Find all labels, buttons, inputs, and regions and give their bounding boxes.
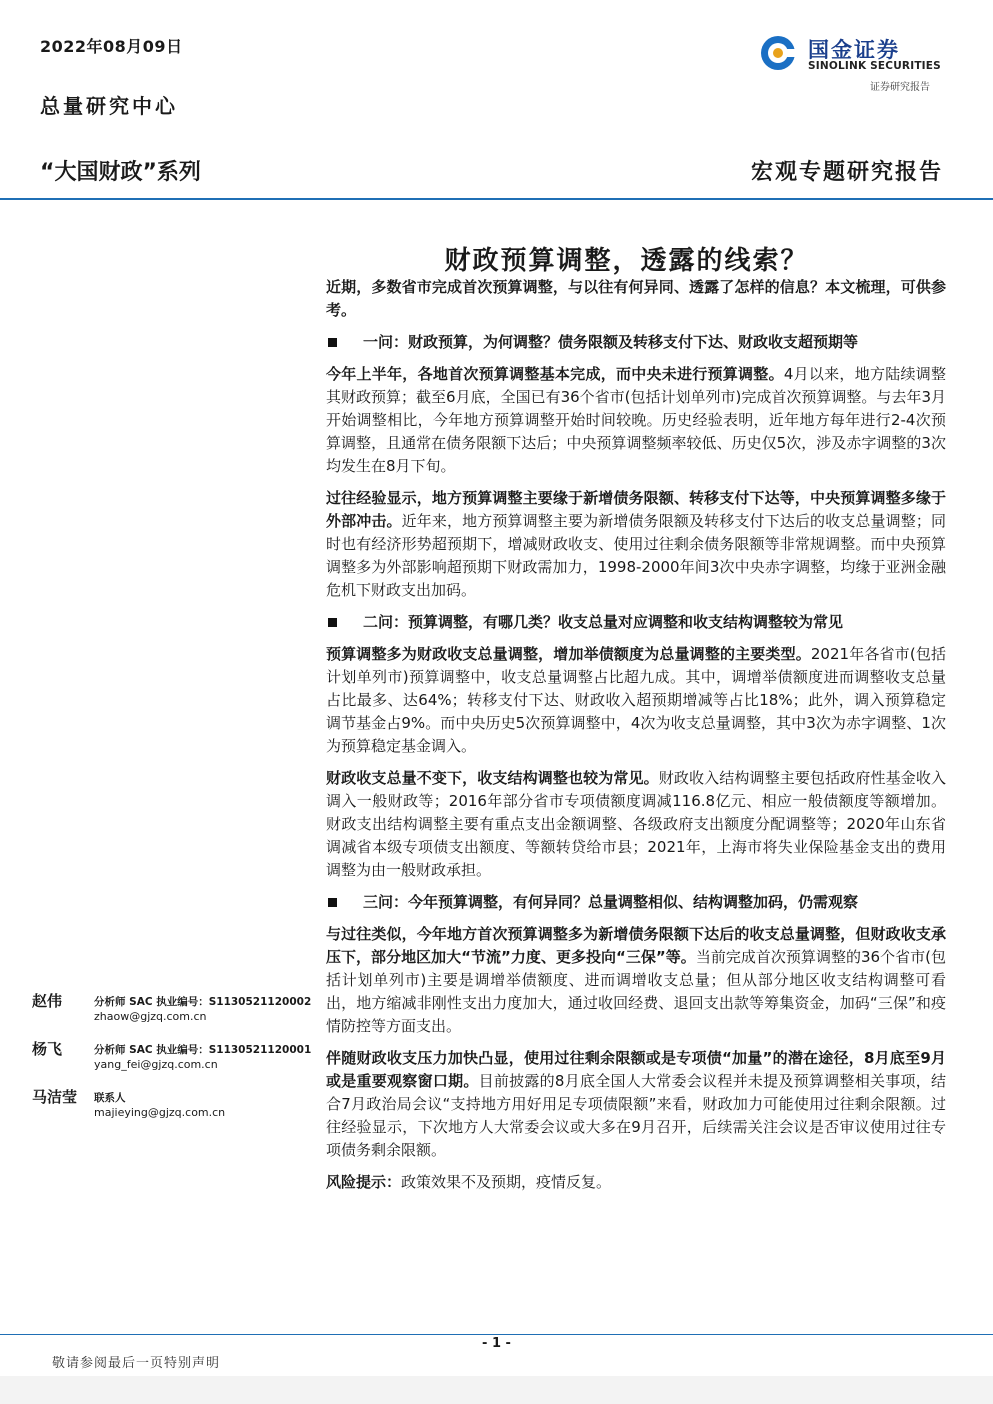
section-heading-text: 二问：预算调整，有哪几类？收支总量对应调整和收支结构调整较为常见 (363, 613, 844, 631)
section-heading-text: 三问：今年预算调整，有何异同？总量调整相似、结构调整加码，仍需观察 (363, 893, 859, 911)
disclaimer-notice: 敬请参阅最后一页特别声明 (52, 1356, 221, 1371)
logo-subtitle: 证券研究报告 (870, 82, 930, 93)
analyst-name: 马洁莹 (32, 1088, 78, 1106)
analyst-name: 赵伟 (32, 992, 63, 1010)
intro-paragraph: 近期，多数省市完成首次预算调整，与以往有何异同、透露了怎样的信息？本文梳理，可供参考。 (326, 278, 946, 319)
risk-warning (326, 1171, 946, 1194)
bullet-square-icon (328, 898, 337, 907)
paragraph-body: 近年来，地方预算调整主要为新增债务限额及转移支付下达后的收支总量调整；同时也有经济形势超预期下，增减财政收支、使用过往剩余债务限额等非常规调整。而中央预算调整多为外部影响超预期下财政需加力，1998-2000年间3次中央赤字调整，均缘于亚洲金融危机下财政支出加码。 (326, 512, 946, 599)
page-bottom-band (0, 1376, 993, 1404)
header-divider (0, 198, 993, 200)
bullet-square-icon (328, 618, 337, 627)
analyst-email[interactable]: yang_fei@gjzq.com.cn (94, 1058, 218, 1071)
paragraph-lead: 伴随财政收支压力加快凸显，使用过往剩余限额或是专项债“加量”的潜在途径，8月底至9月或是重要观察窗口期。 (326, 1049, 946, 1090)
analyst-email[interactable]: majieying@gjzq.com.cn (94, 1106, 226, 1119)
footer-divider (0, 1334, 993, 1335)
paragraph-lead: 过往经验显示，地方预算调整主要缘于新增债务限额、转移支付下达等，中央预算调整多缘于外部冲击。 (326, 489, 946, 530)
analyst-item (32, 1038, 312, 1086)
report-title: 财政预算调整，透露的线索？ (444, 246, 809, 276)
paragraph (326, 363, 946, 478)
paragraph-body: 当前完成首次预算调整的36个省市(包括计划单列市)主要是调增举债额度、进而调增收支总量；但从部分地区收支结构调整可看出，地方缩减非刚性支出力度加大，通过收回经费、退回支出款等筹集资金，加码“三保”和疫情防控等方面支出。 (326, 948, 947, 1035)
paragraph (326, 767, 946, 882)
analyst-list (32, 990, 312, 1134)
main-content (326, 276, 946, 1203)
page-number: - 1 - (482, 1336, 511, 1351)
report-date: 2022年08月09日 (40, 37, 183, 56)
analyst-item (32, 1086, 312, 1134)
analyst-name: 杨飞 (32, 1040, 63, 1058)
paragraph-body: 财政收入结构调整主要包括政府性基金收入调入一般财政等；2016年部分省市专项债额度调减116.8亿元、相应一般债额度等额增加。财政支出结构调整主要有重点支出金额调整、各级政府支出额度分配调整等；2020年山东省调减省本级专项债支出额度、等额转贷给市县；2021年，上海市将失业保险基金支出的费用调整为由一般财政承担。 (326, 769, 946, 879)
series-name: “大国财政”系列 (40, 160, 201, 185)
paragraph (326, 923, 946, 1038)
risk-text: 政策效果不及预期，疫情反复。 (401, 1173, 612, 1191)
logo-chinese-text: 国金证券 (808, 38, 900, 62)
paragraph (326, 487, 946, 602)
research-center: 总量研究中心 (40, 94, 178, 118)
paragraph-lead: 与过往类似，今年地方首次预算调整多为新增债务限额下达后的收支总量调整，但财政收支承压下，部分地区加大“节流”力度、更多投向“三保”等。 (326, 925, 946, 966)
report-type: 宏观专题研究报告 (750, 159, 943, 185)
paragraph-body: 目前披露的8月底全国人大常委会议程并未提及预算调整相关事项，结合7月政治局会议“支持地方用好用足专项债限额”来看，财政加力可能使用过往剩余限额。过往经验显示，下次地方人大常委会议或大多在9月召开，后续需关注会议是否审议使用过往专项债务剩余限额。 (326, 1072, 946, 1159)
paragraph (326, 643, 946, 758)
paragraph-body: 2021年各省市(包括计划单列市)预算调整中，收支总量调整占比超九成。其中，调增举债额度进而调整收支总量占比最多、达64%；转移支付下达、财政收入超预期增减等占比18%；此外，调入预算稳定调节基金占9%。而中央历史5次预算调整中，4次为收支总量调整，其中3次为赤字调整、1次为预算稳定基金调入。 (326, 645, 946, 755)
paragraph-body: 4月以来，地方陆续调整其财政预算；截至6月底，全国已有36个省市(包括计划单列市)完成首次预算调整。与去年3月开始调整相比，今年地方预算调整开始时间较晚。历史经验表明，近年地方每年进行2-4次预算调整，且通常在债务限额下达后；中央预算调整频率较低、历史仅5次，涉及赤字调整的3次均发生在8月下旬。 (326, 365, 946, 475)
bullet-square-icon (328, 338, 337, 347)
analyst-email[interactable]: zhaow@gjzq.com.cn (94, 1010, 207, 1023)
section-heading-q1 (326, 331, 946, 354)
analyst-role: 分析师 SAC 执业编号：S1130521120001 (94, 1044, 312, 1056)
paragraph-lead: 今年上半年，各地首次预算调整基本完成，而中央未进行预算调整。 (326, 365, 784, 383)
paragraph (326, 1047, 946, 1162)
logo-english-text: SINOLINK SECURITIES (808, 60, 941, 72)
section-heading-q3 (326, 891, 946, 914)
paragraph-lead: 预算调整多为财政收支总量调整，增加举债额度为总量调整的主要类型。 (326, 645, 811, 663)
analyst-role: 联系人 (94, 1092, 126, 1104)
paragraph-lead: 财政收支总量不变下，收支结构调整也较为常见。 (326, 769, 659, 787)
section-heading-q2 (326, 611, 946, 634)
analyst-item (32, 990, 312, 1038)
analyst-role: 分析师 SAC 执业编号：S1130521120002 (94, 996, 312, 1008)
risk-label: 风险提示： (326, 1173, 402, 1191)
section-heading-text: 一问：财政预算，为何调整？债务限额及转移支付下达、财政收支超预期等 (363, 333, 859, 351)
